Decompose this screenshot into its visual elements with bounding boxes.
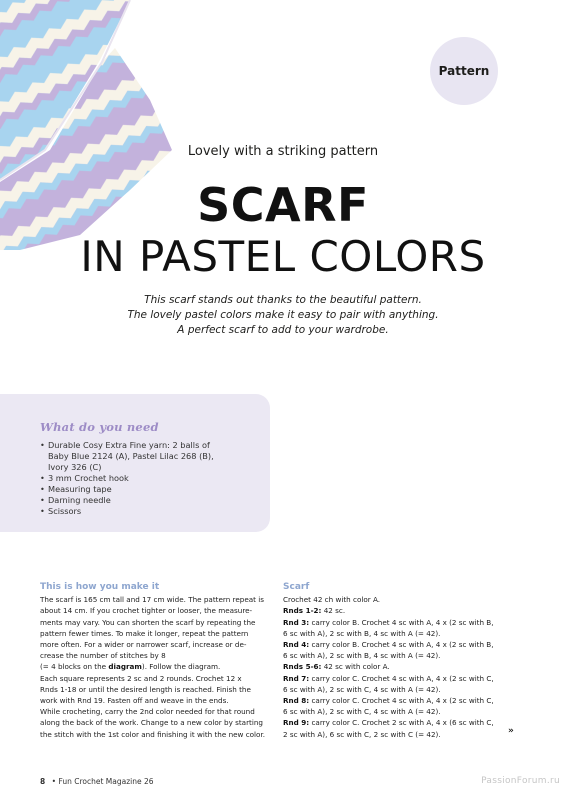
- footer-separator: •: [51, 777, 57, 786]
- page-subtitle: IN PASTEL COLORS: [80, 232, 486, 281]
- intro-line: A perfect scarf to add to your wardrobe.: [177, 324, 389, 336]
- pattern-badge: [430, 37, 498, 105]
- howto-line: work with Rnd 19. Fasten off and weave in the ends.: [40, 696, 229, 706]
- round-label: Rnd 4:: [283, 640, 310, 650]
- howto-line: The scarf is 165 cm tall and 17 cm wide. The pattern repeat is: [40, 595, 264, 605]
- continue-arrow: »: [508, 726, 514, 736]
- howto-line: Rnds 1-18 or until the desired length is reached. Finish the: [40, 684, 251, 694]
- round-label: Rnd 9:: [283, 718, 310, 728]
- round-text: carry color C. Crochet 4 sc with A, 4 x (2 sc with C,: [309, 696, 494, 706]
- intro-text: [90, 293, 476, 338]
- round-text: 6 sc with A), 2 sc with B, 4 sc with A (= 42).: [283, 628, 441, 638]
- pattern-badge-label: Pattern: [438, 64, 490, 78]
- round-label: Rnds 5-6:: [283, 662, 322, 672]
- howto-line: about 14 cm. If you crochet tighter or looser, the measure-: [40, 606, 253, 616]
- diagram-ref: diagram: [108, 662, 142, 672]
- round-label: Rnd 7:: [283, 673, 310, 683]
- materials-item-continued: Ivory 326 (C): [48, 462, 102, 472]
- materials-box: [0, 394, 270, 532]
- scarf-intro: Crochet 42 ch with color A.: [283, 595, 381, 605]
- round-line: [283, 729, 513, 740]
- intro-line: The lovely pastel colors make it easy to pair with anything.: [127, 309, 439, 321]
- round-line: [283, 673, 513, 684]
- howto-heading: This is how you make it: [40, 582, 160, 592]
- round-text: carry color B. Crochet 4 sc with A, 4 x (2 sc with B,: [309, 640, 494, 650]
- page-title: SCARF: [197, 178, 369, 232]
- intro-line: This scarf stands out thanks to the beautiful pattern.: [144, 294, 422, 306]
- materials-item: • Darning needle: [40, 495, 270, 506]
- round-line: [283, 628, 513, 639]
- round-text: carry color C. Crochet 2 sc with A, 4 x (6 sc with C,: [309, 718, 494, 728]
- round-label: Rnds 1-2:: [283, 606, 322, 616]
- materials-item: • Measuring tape: [40, 484, 270, 495]
- round-line: [283, 684, 513, 695]
- howto-line: crease the number of stitches by 8: [40, 651, 166, 661]
- howto-line: ments may vary. You can shorten the scarf by repeating the: [40, 617, 256, 627]
- tagline: Lovely with a striking pattern: [187, 144, 379, 159]
- page-number: 8: [40, 777, 46, 786]
- magazine-name: Fun Crochet Magazine 26: [58, 777, 154, 786]
- materials-item: • Scissors: [40, 506, 270, 517]
- howto-line: While crocheting, carry the 2nd color needed for that round: [40, 707, 255, 717]
- materials-item: • 3 mm Crochet hook: [40, 473, 270, 484]
- round-label: Rnd 3:: [283, 617, 310, 627]
- round-line: [283, 650, 513, 661]
- round-line: [283, 706, 513, 717]
- howto-line: Each square represents 2 sc and 2 rounds. Crochet 12 x: [40, 673, 242, 683]
- scarf-column: [283, 582, 513, 740]
- round-text: 42 sc.: [321, 606, 346, 616]
- howto-text: (= 4 blocks on the: [40, 662, 109, 672]
- howto-line: more often. For a wider or narrower scarf, increase or de-: [40, 640, 247, 650]
- round-text: 2 sc with A), 6 sc with C, 2 sc with C (= 42).: [283, 729, 441, 739]
- round-label: Rnd 8:: [283, 696, 310, 706]
- round-line: [283, 617, 513, 628]
- round-line: [283, 639, 513, 650]
- howto-text: ). Follow the diagram.: [141, 662, 221, 672]
- materials-heading: What do you need: [40, 420, 159, 434]
- scarf-heading: Scarf: [283, 582, 310, 592]
- howto-line: pattern fewer times. To make it longer, repeat the pattern: [40, 628, 249, 638]
- howto-line: the stitch with the 1st color and finishing it with the new color.: [40, 729, 266, 739]
- howto-column: [40, 582, 276, 740]
- round-text: 6 sc with A), 2 sc with C, 4 sc with A (= 42).: [283, 707, 441, 717]
- round-line: [283, 605, 513, 616]
- round-line: [283, 661, 513, 672]
- round-text: carry color B. Crochet 4 sc with A, 4 x (2 sc with B,: [309, 617, 494, 627]
- round-text: 42 sc with color A.: [321, 662, 390, 672]
- page-footer: [40, 777, 154, 786]
- materials-item-continued: Baby Blue 2124 (A), Pastel Lilac 268 (B),: [48, 451, 214, 461]
- howto-line: [40, 661, 276, 672]
- round-line: [283, 717, 513, 728]
- materials-item: • Durable Cosy Extra Fine yarn: 2 balls of: [40, 440, 270, 451]
- materials-list: [40, 440, 270, 517]
- round-line: [283, 695, 513, 706]
- round-text: 6 sc with A), 2 sc with C, 4 sc with A (= 42).: [283, 684, 441, 694]
- round-text: carry color C. Crochet 4 sc with A, 4 x (2 sc with C,: [309, 673, 494, 683]
- howto-line: along the back of the work. Change to a new color by starting: [40, 718, 263, 728]
- watermark: PassionForum.ru: [481, 776, 560, 786]
- round-text: 6 sc with A), 2 sc with B, 4 sc with A (= 42).: [283, 651, 441, 661]
